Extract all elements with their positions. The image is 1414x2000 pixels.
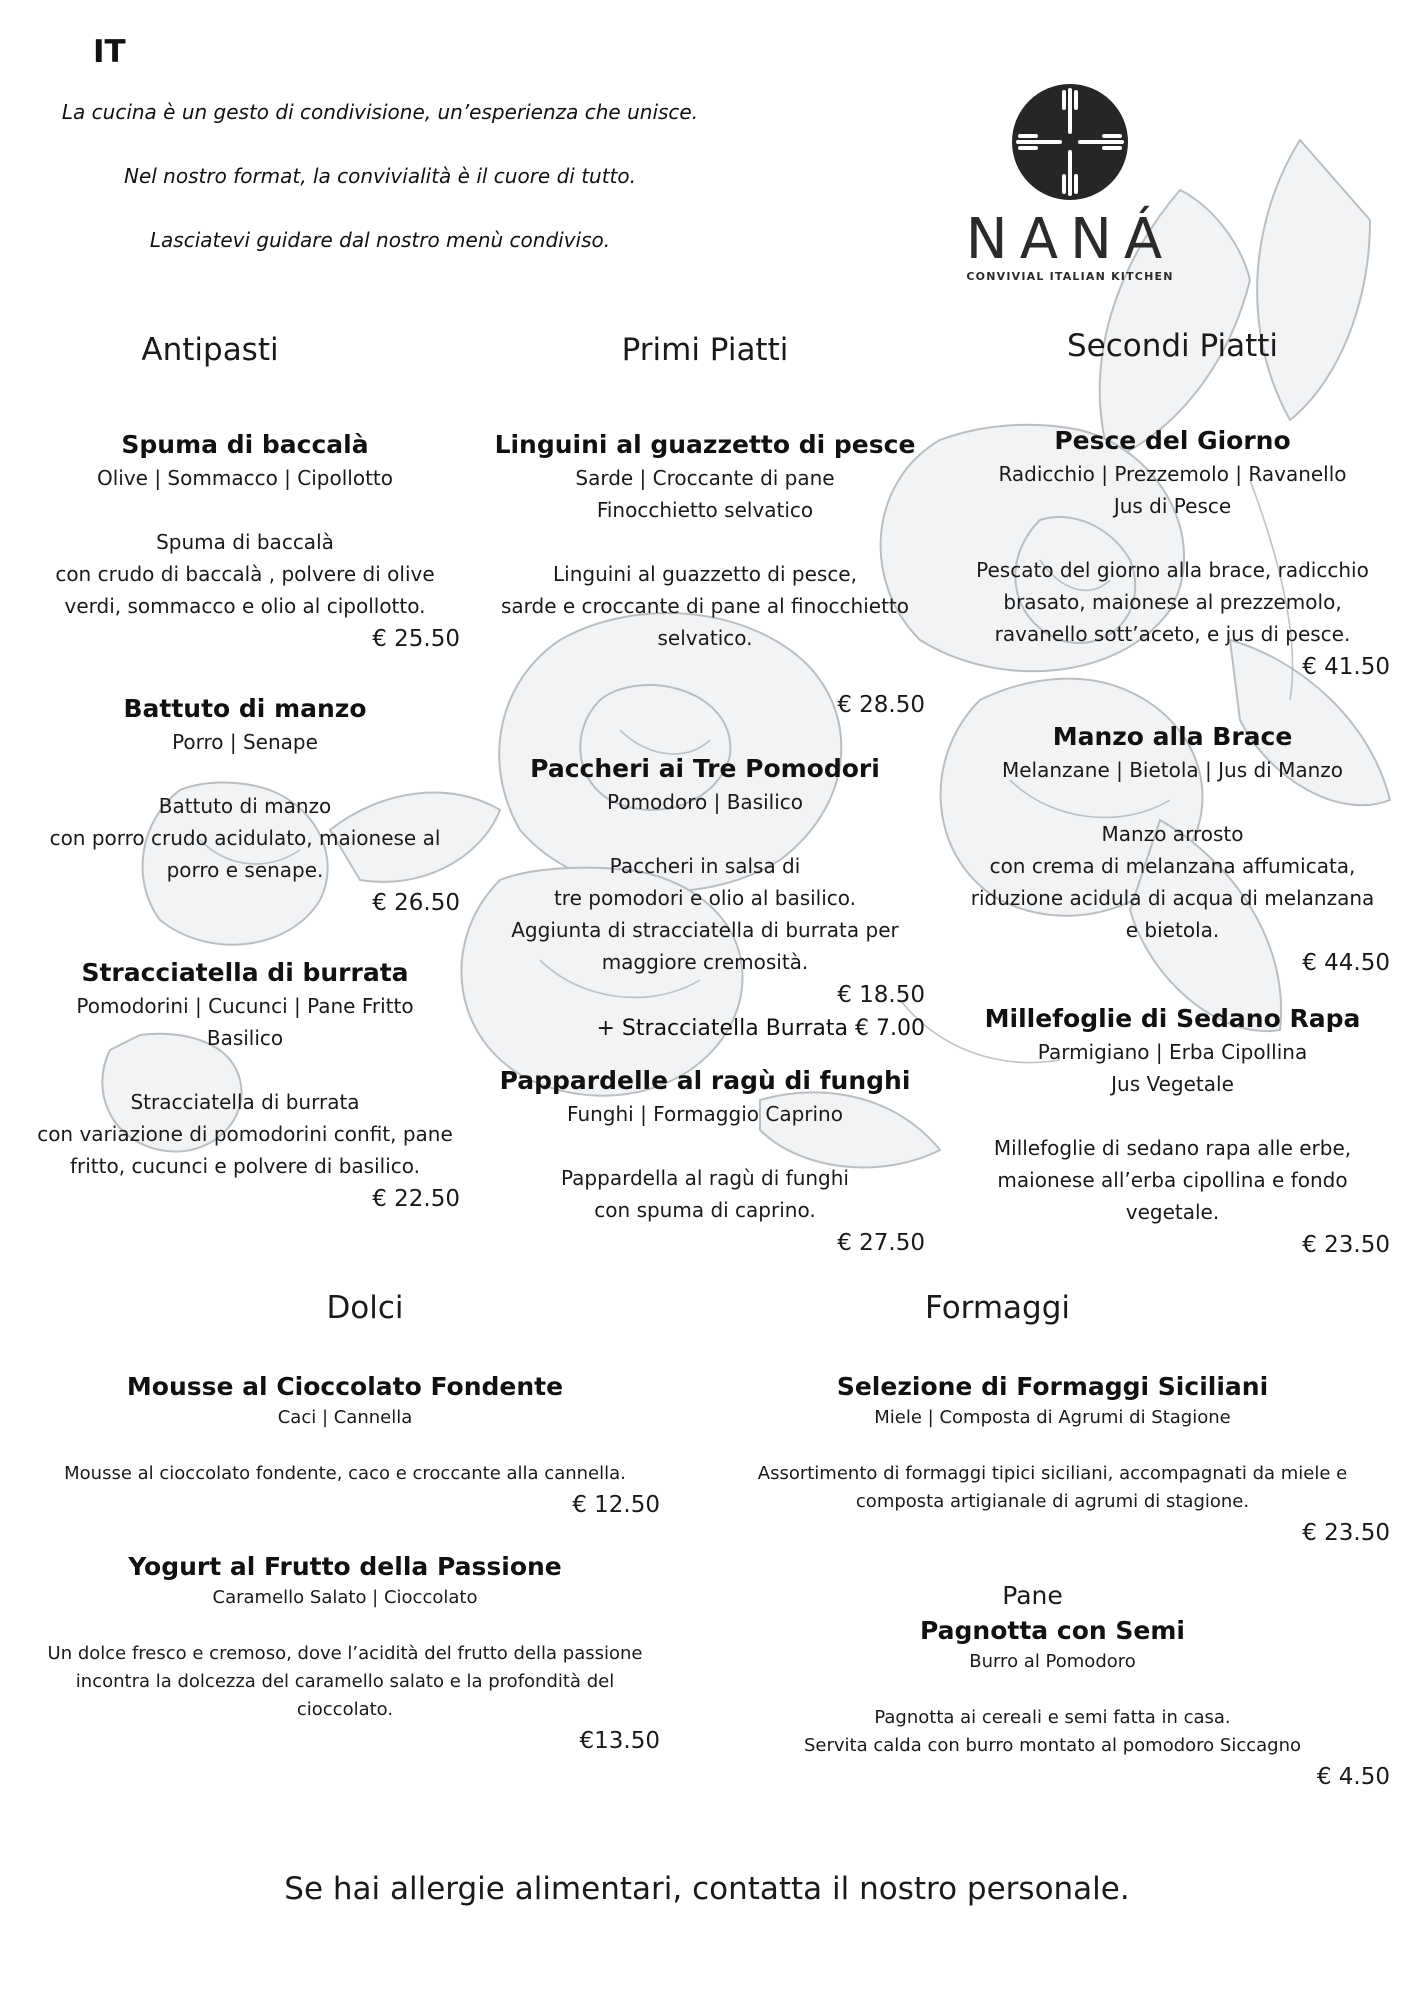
dish-description: Mousse al cioccolato fondente, caco e croccante alla cannella. [64,1463,626,1484]
dish-description: Paccheri in salsa di tre pomodori e olio al basilico. Aggiunta di stracciatella di burrata per maggiore cremosità. [511,854,899,974]
antipasti-section [30,330,460,1216]
dish-ingredients: Miele | Composta di Agrumi di Stagione [874,1407,1231,1428]
dish-description: Un dolce fresco e cremoso, dove l’acidità del frutto della passione incontra la dolcezza del caramello salato e la profondità del cioccolato. [47,1643,643,1720]
section-title: Formaggi [924,1290,1071,1326]
menu-item [715,1370,1390,1550]
menu-item [485,428,925,722]
section-title: Pane [1002,1581,1063,1610]
section-title: Primi Piatti [621,332,789,368]
dish-description: Manzo arrosto con crema di melanzana affumicata, riduzione acidula di acqua di melanzana e bietola. [970,822,1375,942]
menu-item [955,720,1390,980]
dish-ingredients: Porro | Senape [172,730,318,754]
intro-line: La cucina è un gesto di condivisione, un’esperienza che unisce. [61,100,699,124]
section-title: Secondi Piatti [1066,328,1279,364]
menu-item [485,1064,925,1260]
menu-item [485,752,925,1046]
dish-name: Pesce del Giorno [1054,426,1291,455]
dish-name: Manzo alla Brace [1052,722,1293,751]
dish-ingredients: Melanzane | Bietola | Jus di Manzo [1001,758,1344,782]
brand-logo [955,82,1185,302]
dish-description: Pescato del giorno alla brace, radicchio brasato, maionese al prezzemolo, ravanello sott’aceto, e jus di pesce. [976,558,1369,646]
dish-ingredients: Radicchio | Prezzemolo | Ravanello Jus di Pesce [998,462,1347,518]
dish-price: € 26.50 [372,890,460,916]
dish-name: Yogurt al Frutto della Passione [128,1552,562,1581]
dish-price: € 41.50 [1302,654,1390,680]
section-title: Dolci [326,1290,404,1326]
dish-description: Battuto di manzo con porro crudo acidulato, maionese al porro e senape. [49,794,441,882]
dish-price: € 44.50 [1302,950,1390,976]
menu-item [955,424,1390,684]
dish-description: Millefoglie di sedano rapa alle erbe, maionese all’erba cipollina e fondo vegetale. [993,1136,1352,1224]
dish-price: € 27.50 [837,1230,925,1256]
dish-ingredients: Funghi | Formaggio Caprino [567,1102,843,1126]
forks-emblem-icon [1010,82,1130,202]
pane-section [715,1578,1390,1794]
allergy-notice: Se hai allergie alimentari, contatta il nostro personale. [284,1871,1130,1907]
dish-description: Assortimento di formaggi tipici siciliani, accompagnati da miele e composta artigianale di agrumi di stagione. [757,1463,1348,1512]
menu-item [715,1614,1390,1794]
language-label: IT [93,34,126,70]
dolci-section [30,1288,660,1758]
intro-line: Lasciatevi guidare dal nostro menù condiviso. [149,228,611,252]
dish-ingredients: Caci | Cannella [277,1407,413,1428]
dish-ingredients: Parmigiano | Erba Cipollina Jus Vegetale [1037,1040,1308,1096]
section-title: Antipasti [141,332,279,368]
dish-ingredients: Pomodorini | Cucunci | Pane Fritto Basilico [76,994,414,1050]
dish-description: Pagnotta ai cereali e semi fatta in casa. Servita calda con burro montato al pomodoro Siccagno [803,1707,1301,1756]
dish-ingredients: Olive | Sommacco | Cipollotto [96,466,393,490]
formaggi-section [715,1288,1390,1550]
dish-name: Paccheri ai Tre Pomodori [530,754,880,783]
menu-item [30,956,460,1216]
dish-name: Pagnotta con Semi [920,1616,1185,1645]
dish-ingredients: Sarde | Croccante di pane Finocchietto selvatico [575,466,835,522]
dish-price: € 22.50 [372,1186,460,1212]
brand-tagline: CONVIVIAL ITALIAN KITCHEN [966,270,1174,283]
dish-description: Spuma di baccalà con crudo di baccalà , polvere di olive verdi, sommacco e olio al cipollotto. [55,530,435,618]
dish-price: € 4.50 [1316,1764,1390,1790]
secondi-section [955,326,1390,1262]
dish-name: Mousse al Cioccolato Fondente [126,1372,564,1401]
dish-name: Pappardelle al ragù di funghi [499,1066,911,1095]
dish-price: €13.50 [579,1728,660,1754]
dish-ingredients: Caramello Salato | Cioccolato [212,1587,478,1608]
dish-name: Spuma di baccalà [121,430,369,459]
primi-section [485,330,925,1260]
dish-price: € 12.50 [572,1492,660,1518]
dish-price: € 28.50 [837,692,925,718]
dish-name: Battuto di manzo [123,694,367,723]
intro-line: Nel nostro format, la convivialità è il cuore di tutto. [124,164,636,188]
menu-item [30,428,460,656]
menu-item [30,1550,660,1758]
menu-item [30,1370,660,1522]
dish-name: Linguini al guazzetto di pesce [494,430,916,459]
menu-item [30,692,460,920]
dish-name: Stracciatella di burrata [81,958,409,987]
dish-price: € 18.50 [837,982,925,1008]
dish-description: Linguini al guazzetto di pesce, sarde e croccante di pane al finocchietto selvatico. [500,562,910,650]
dish-description: Stracciatella di burrata con variazione di pomodorini confit, pane fritto, cucunci e polvere di basilico. [37,1090,453,1178]
menu-item [955,1002,1390,1262]
dish-ingredients: Burro al Pomodoro [969,1651,1136,1672]
dish-ingredients: Pomodoro | Basilico [606,790,803,814]
brand-name: NANÁ [965,207,1175,272]
dish-description: Pappardella al ragù di funghi con spuma di caprino. [561,1166,849,1222]
dish-name: Selezione di Formaggi Siciliani [836,1372,1269,1401]
dish-name: Millefoglie di Sedano Rapa [984,1004,1361,1033]
dish-price: € 23.50 [1302,1232,1390,1258]
dish-price: € 25.50 [372,626,460,652]
intro-text [40,98,720,290]
dish-extra-option: + Stracciatella Burrata € 7.00 [596,1016,925,1041]
dish-price: € 23.50 [1302,1520,1390,1546]
